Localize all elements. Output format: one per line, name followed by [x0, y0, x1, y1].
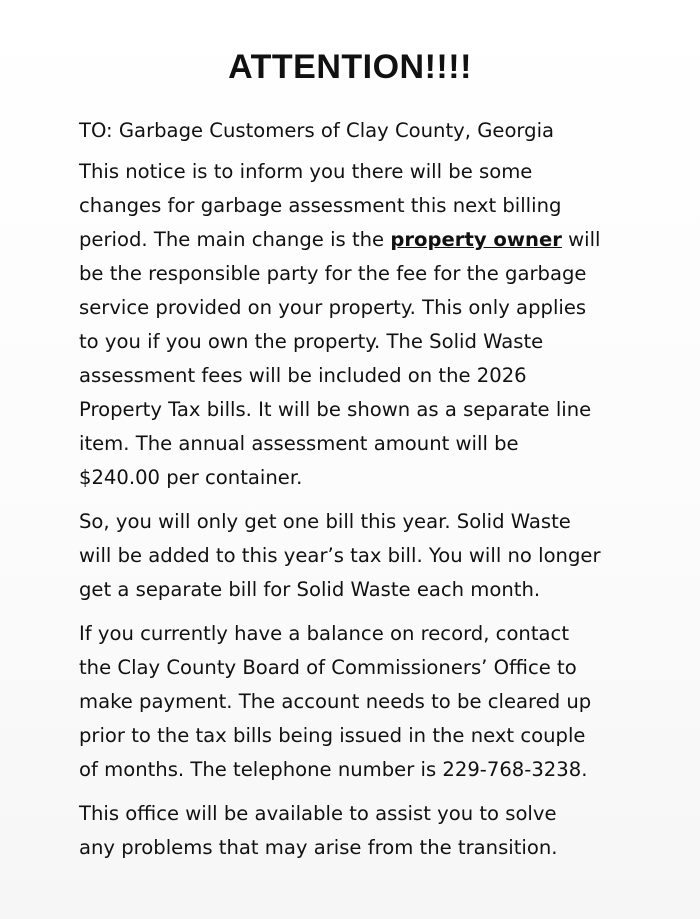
- text-line: make payment. The account needs to be cleared up: [79, 690, 592, 713]
- text-line: $240.00 per container.: [79, 466, 303, 489]
- paragraph-assistance: [79, 797, 624, 865]
- notice-body: [79, 114, 624, 875]
- text-line: the Clay County Board of Commissioners’ Office to: [79, 656, 577, 679]
- paragraph-one-bill: [79, 505, 624, 607]
- addressee-line: TO: Garbage Customers of Clay County, Georgia: [79, 119, 555, 142]
- text-line: will be added to this year’s tax bill. You will no longer: [79, 544, 601, 567]
- text-line: assessment fees will be included on the 2026: [79, 364, 527, 387]
- text-line: So, you will only get one bill this year. Solid Waste: [79, 510, 571, 533]
- text-line: item. The annual assessment amount will be: [79, 432, 519, 455]
- text-line: of months. The telephone number is 229-768-3238.: [79, 758, 588, 781]
- text-line: changes for garbage assessment this next billing: [79, 194, 562, 217]
- paragraph-change-details: [79, 155, 624, 495]
- text-line: prior to the tax bills being issued in the next couple: [79, 724, 586, 747]
- text-line: to you if you own the property. The Solid Waste: [79, 330, 544, 353]
- text-line: [79, 223, 624, 257]
- text-line: service provided on your property. This only applies: [79, 296, 587, 319]
- text-line: This office will be available to assist you to solve: [79, 802, 557, 825]
- text-line: If you currently have a balance on record, contact: [79, 622, 569, 645]
- text-line: This notice is to inform you there will be some: [79, 160, 533, 183]
- text-line: be the responsible party for the fee for the garbage: [79, 262, 587, 285]
- text-segment: will: [561, 228, 601, 251]
- property-owner-emphasis: property owner: [390, 228, 562, 251]
- text-line: any problems that may arise from the transition.: [79, 836, 558, 859]
- text-segment: period. The main change is the: [79, 228, 391, 251]
- text-line: Property Tax bills. It will be shown as a separate line: [79, 398, 592, 421]
- notice-title: ATTENTION!!!!: [228, 48, 472, 86]
- paragraph-balance-contact: [79, 617, 624, 787]
- text-line: get a separate bill for Solid Waste each month.: [79, 578, 541, 601]
